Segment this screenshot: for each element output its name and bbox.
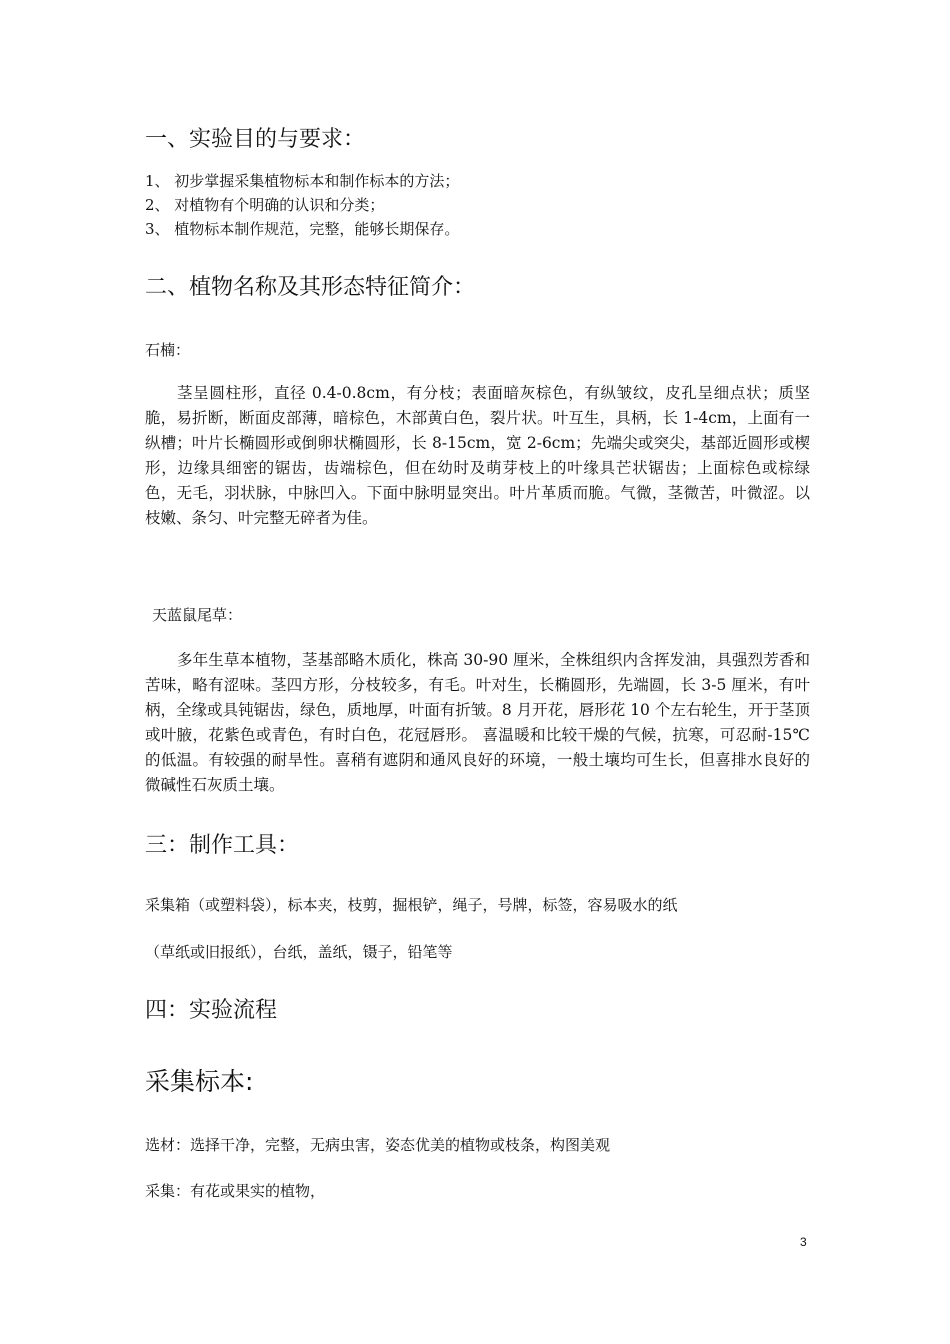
page-number: 3 xyxy=(800,1235,807,1249)
section1-heading: 一、实验目的与要求： xyxy=(145,127,366,152)
section2-heading: 二、植物名称及其形态特征简介： xyxy=(145,275,476,300)
selection-line: 选材：选择干净，完整，无病虫害，姿态优美的植物或枝条，构图美观 xyxy=(145,1136,611,1154)
list-item: 1、 初步掌握采集植物标本和制作标本的方法； xyxy=(145,172,460,190)
list-item: 3、 植物标本制作规范，完整，能够长期保存。 xyxy=(145,220,460,238)
plant1-name: 石楠： xyxy=(145,341,191,359)
collect-subheading: 采集标本: xyxy=(145,1067,254,1096)
collection-line: 采集：有花或果实的植物， xyxy=(145,1182,326,1200)
tools-line-2: （草纸或旧报纸），台纸，盖纸，镊子，铅笔等 xyxy=(145,943,453,961)
section3-heading: 三：制作工具： xyxy=(145,833,300,858)
plant2-description: 多年生草本植物，茎基部略木质化，株高 30-90 厘米，全株组织内含挥发油，具强烈芳香和苦味，略有涩味。茎四方形，分枝较多，有毛。叶对生，长椭圆形，先端圆，长 3-5 厘米，有叶柄，全缘或具钝锯齿，绿色，质地厚，叶面有折皱。8 月开花，唇形花 10 个左右轮生，开于茎顶或叶腋，花紫色或青色，有时白色，花冠唇形。 喜温暖和比较干燥的气候，抗寒，可忍耐-15℃的低温。有较强的耐旱性。喜稍有遮阴和通风良好的环境，一般土壤均可生长，但喜排水良好的微碱性石灰质土壤。 xyxy=(145,651,810,794)
section4-heading: 四：实验流程 xyxy=(145,998,278,1023)
plant1-description: 茎呈圆柱形，直径 0.4-0.8cm，有分枝；表面暗灰棕色，有纵皱纹，皮孔呈细点状；质坚脆，易折断，断面皮部薄，暗棕色，木部黄白色，裂片状。叶互生，具柄，长 1-4cm，上面有一纵槽；叶片长椭圆形或倒卵状椭圆形，长 8-15cm，宽 2-6cm；先端尖或突尖，基部近圆形或楔形，边缘具细密的锯齿，齿端棕色，但在幼时及萌芽枝上的叶缘具芒状锯齿；上面棕色或棕绿色，无毛，羽状脉，中脉凹入。下面中脉明显突出。叶片革质而脆。气微，茎微苦，叶微涩。以枝嫩、条匀、叶完整无碎者为佳。 xyxy=(145,384,810,527)
plant2-name: 天蓝鼠尾草： xyxy=(152,606,243,624)
tools-line-1: 采集箱（或塑料袋），标本夹，枝剪，掘根铲，绳子，号牌，标签，容易吸水的纸 xyxy=(145,896,678,914)
list-item: 2、 对植物有个明确的认识和分类； xyxy=(145,196,385,214)
